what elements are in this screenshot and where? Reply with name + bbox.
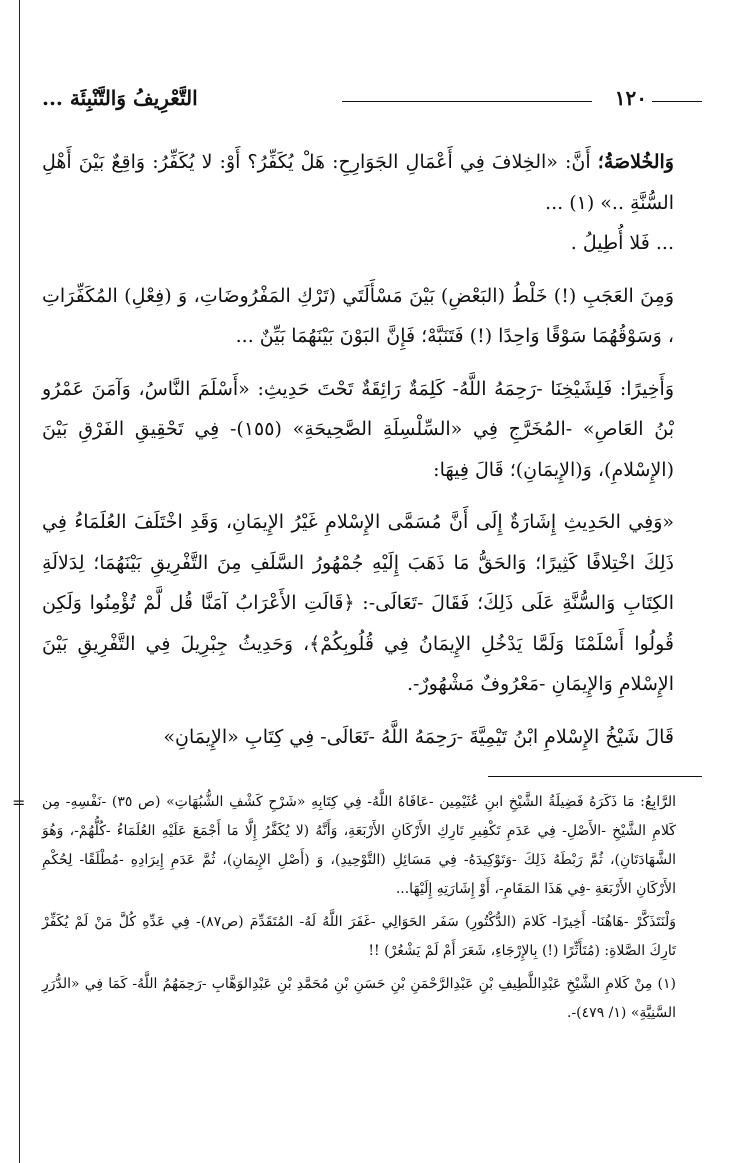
page-number: ١٢٠ [614, 86, 647, 110]
conclusion-lead-word: وَالخُلاصَةُ؛ [597, 151, 674, 173]
conclusion-text: أَنَّ: «الخِلافَ فِي أَعْمَالِ الجَوَارِحِ: هَلْ يُكَفِّرُ؟ أَوْ: لا يُكَفِّرُ: وَاقِعٌ بَيْنَ أَهْلِ السُّنَّةِ ..» (١) ... [42, 151, 674, 214]
paragraph-conclusion [42, 142, 702, 223]
footnote-1: (١) مِنْ كَلامِ الشَّيْخِ عَبْدِاللَّطِيفِ بْنِ عَبْدِالرَّحْمَنِ بْنِ حَسَنِ بْنِ مُحَمَّدِ بْنِ عَبْدِالوَهَّابِ -رَحِمَهُمُ اللَّهُ- كَمَا فِي «الدُّرَرِ السَّنِيَّةِ» (١/ ٤٧٩)-. [42, 976, 676, 1021]
footnote-continuation-mark: = [12, 793, 26, 812]
running-title: التَّعْرِيفُ وَالتَّنْبِئَة ... [42, 86, 198, 110]
main-text [42, 142, 702, 769]
header-rule-middle [342, 101, 592, 102]
paragraph-finally: وَأَخِيرًا: فَلِشَيْخِنَا -رَحِمَهُ اللَّهُ- كَلِمَةٌ رَائِقَةٌ تَحْتَ حَدِيثِ: «أَسْلَمَ النَّاسُ، وَآمَنَ عَمْرُو بْنُ العَاصِ» -المُخَرَّجِ فِي «السِّلْسِلَةِ الصَّحِيحَةِ» (١٥٥)- فِي تَحْقِيقِ الفَرْقِ بَيْنَ (الإِسْلامِ)، وَ(الإِيمَانِ)؛ قَالَ فِيهَا: [42, 377, 674, 481]
page-header [42, 86, 702, 120]
page-left-edge-rule [19, 0, 20, 1163]
footnote-separator [488, 776, 702, 777]
footnote-remember: وَلْنَتَذَكَّرْ -هَاهُنَا- أَخِيرًا- كَلامَ (الدُّكْتُورِ) سَفَر الحَوَالِي -غَفَرَ اللَّهُ لَهُ- المُتَقَدِّمَ (ص٨٧)- فِي عَدِّهِ كُلَّ مَنْ لَمْ يُكَفِّرْ تَارِكَ الصَّلاةِ: (مُتَأَثِّرًا (!) بِالإِرْجَاءِ، شَعَرَ أَمْ لَمْ يَشْعُرْ) !! [42, 914, 676, 959]
footnote-fourth: الرَّابِعُ: مَا ذَكَرَهُ فَضِيلَةُ الشَّيْخِ ابنِ عُثَيْمِين -عَافَاهُ اللَّهُ- فِي كِتَابِهِ «شَرْحِ كَشْفِ الشُّبُهَاتِ» (ص ٣٥) -نَفْسِهِ- مِن كَلامِ الشَّيْخِ -الأَصْلِ- فِي عَدَمِ تَكْفِيرِ تَارِكِ الأَرْكَانِ الأَرْبَعَةِ، وَأَنَّهُ (لا يُكَفَّرُ إِلَّا مَا أَجْمَعَ عَلَيْهِ العُلَمَاءُ -كُلُّهُمْ-، وَهُوَ الشَّهَادَتَانِ)، ثُمَّ رَبْطَهُ ذَلِكَ -وَتَوْكِيدَهُ- فِي مَسَائِلِ (التَّوْحِيدِ)، وَ (أَصْلِ الإِيمَانِ)، ثُمَّ عَدَمِ إِيرَادِهِ -مُطْلَقًا- لِحُكْمِ الأَرْكَانِ الأَرْبَعَةِ -فِي هَذَا المَقَامِ-، أَوْ إِشَارَتِهِ إِلَيْهَا... [42, 794, 677, 897]
book-page [12, 0, 702, 1163]
paragraph-brief: ... فَلا أُطِيلُ . [570, 232, 674, 254]
footnotes [12, 788, 702, 1032]
header-rule-right [652, 101, 702, 102]
paragraph-wonder: وَمِنَ العَجَبِ (!) خَلْطُ (البَعْضِ) بَيْنَ مَسْأَلَتَي (تَرْكِ المَفْرُوضَاتِ، وَ (فِعْلِ) المُكَفِّرَاتِ ، وَسَوْقُهُمَا سَوْقًا وَاحِدًا (!) فَتَنَبَّهْ؛ فَإِنَّ البَوْنَ بَيْنَهُمَا بَيِّنٌ ... [42, 284, 674, 347]
paragraph-quote-hadith: «وَفِي الحَدِيثِ إِشَارَةٌ إِلَى أَنَّ مُسَمَّى الإِسْلامِ غَيْرُ الإِيمَانِ، وَقَدِ اخْتَلَفَ العُلَمَاءُ فِي ذَلِكَ اخْتِلافًا كَثِيرًا؛ وَالحَقُّ مَا ذَهَبَ إِلَيْهِ جُمْهُورُ السَّلَفِ مِنَ التَّفْرِيقِ بَيْنَهُمَا؛ لِدَلالَةِ الكِتَابِ وَالسُّنَّةِ عَلَى ذَلِكَ؛ فَقَالَ -تَعَالَى-: ﴿قَالَتِ الأَعْرَابُ آمَنَّا قُل لَّمْ تُؤْمِنُوا وَلَكِن قُولُوا أَسْلَمْنَا وَلَمَّا يَدْخُلِ الإِيمَانُ فِي قُلُوبِكُمْ﴾، وَحَدِيثُ جِبْرِيلَ فِي التَّفْرِيقِ بَيْنَ الإِسْلامِ وَالإِيمَانِ -مَعْرُوفٌ مَشْهُورٌ-. [42, 511, 674, 695]
paragraph-ibn-taymiyyah: قَالَ شَيْخُ الإِسْلامِ ابْنُ تَيْمِيَّةَ -رَحِمَهُ اللَّهُ -تَعَالَى- فِي كِتَابِ «الإِيمَانِ» [163, 725, 674, 748]
